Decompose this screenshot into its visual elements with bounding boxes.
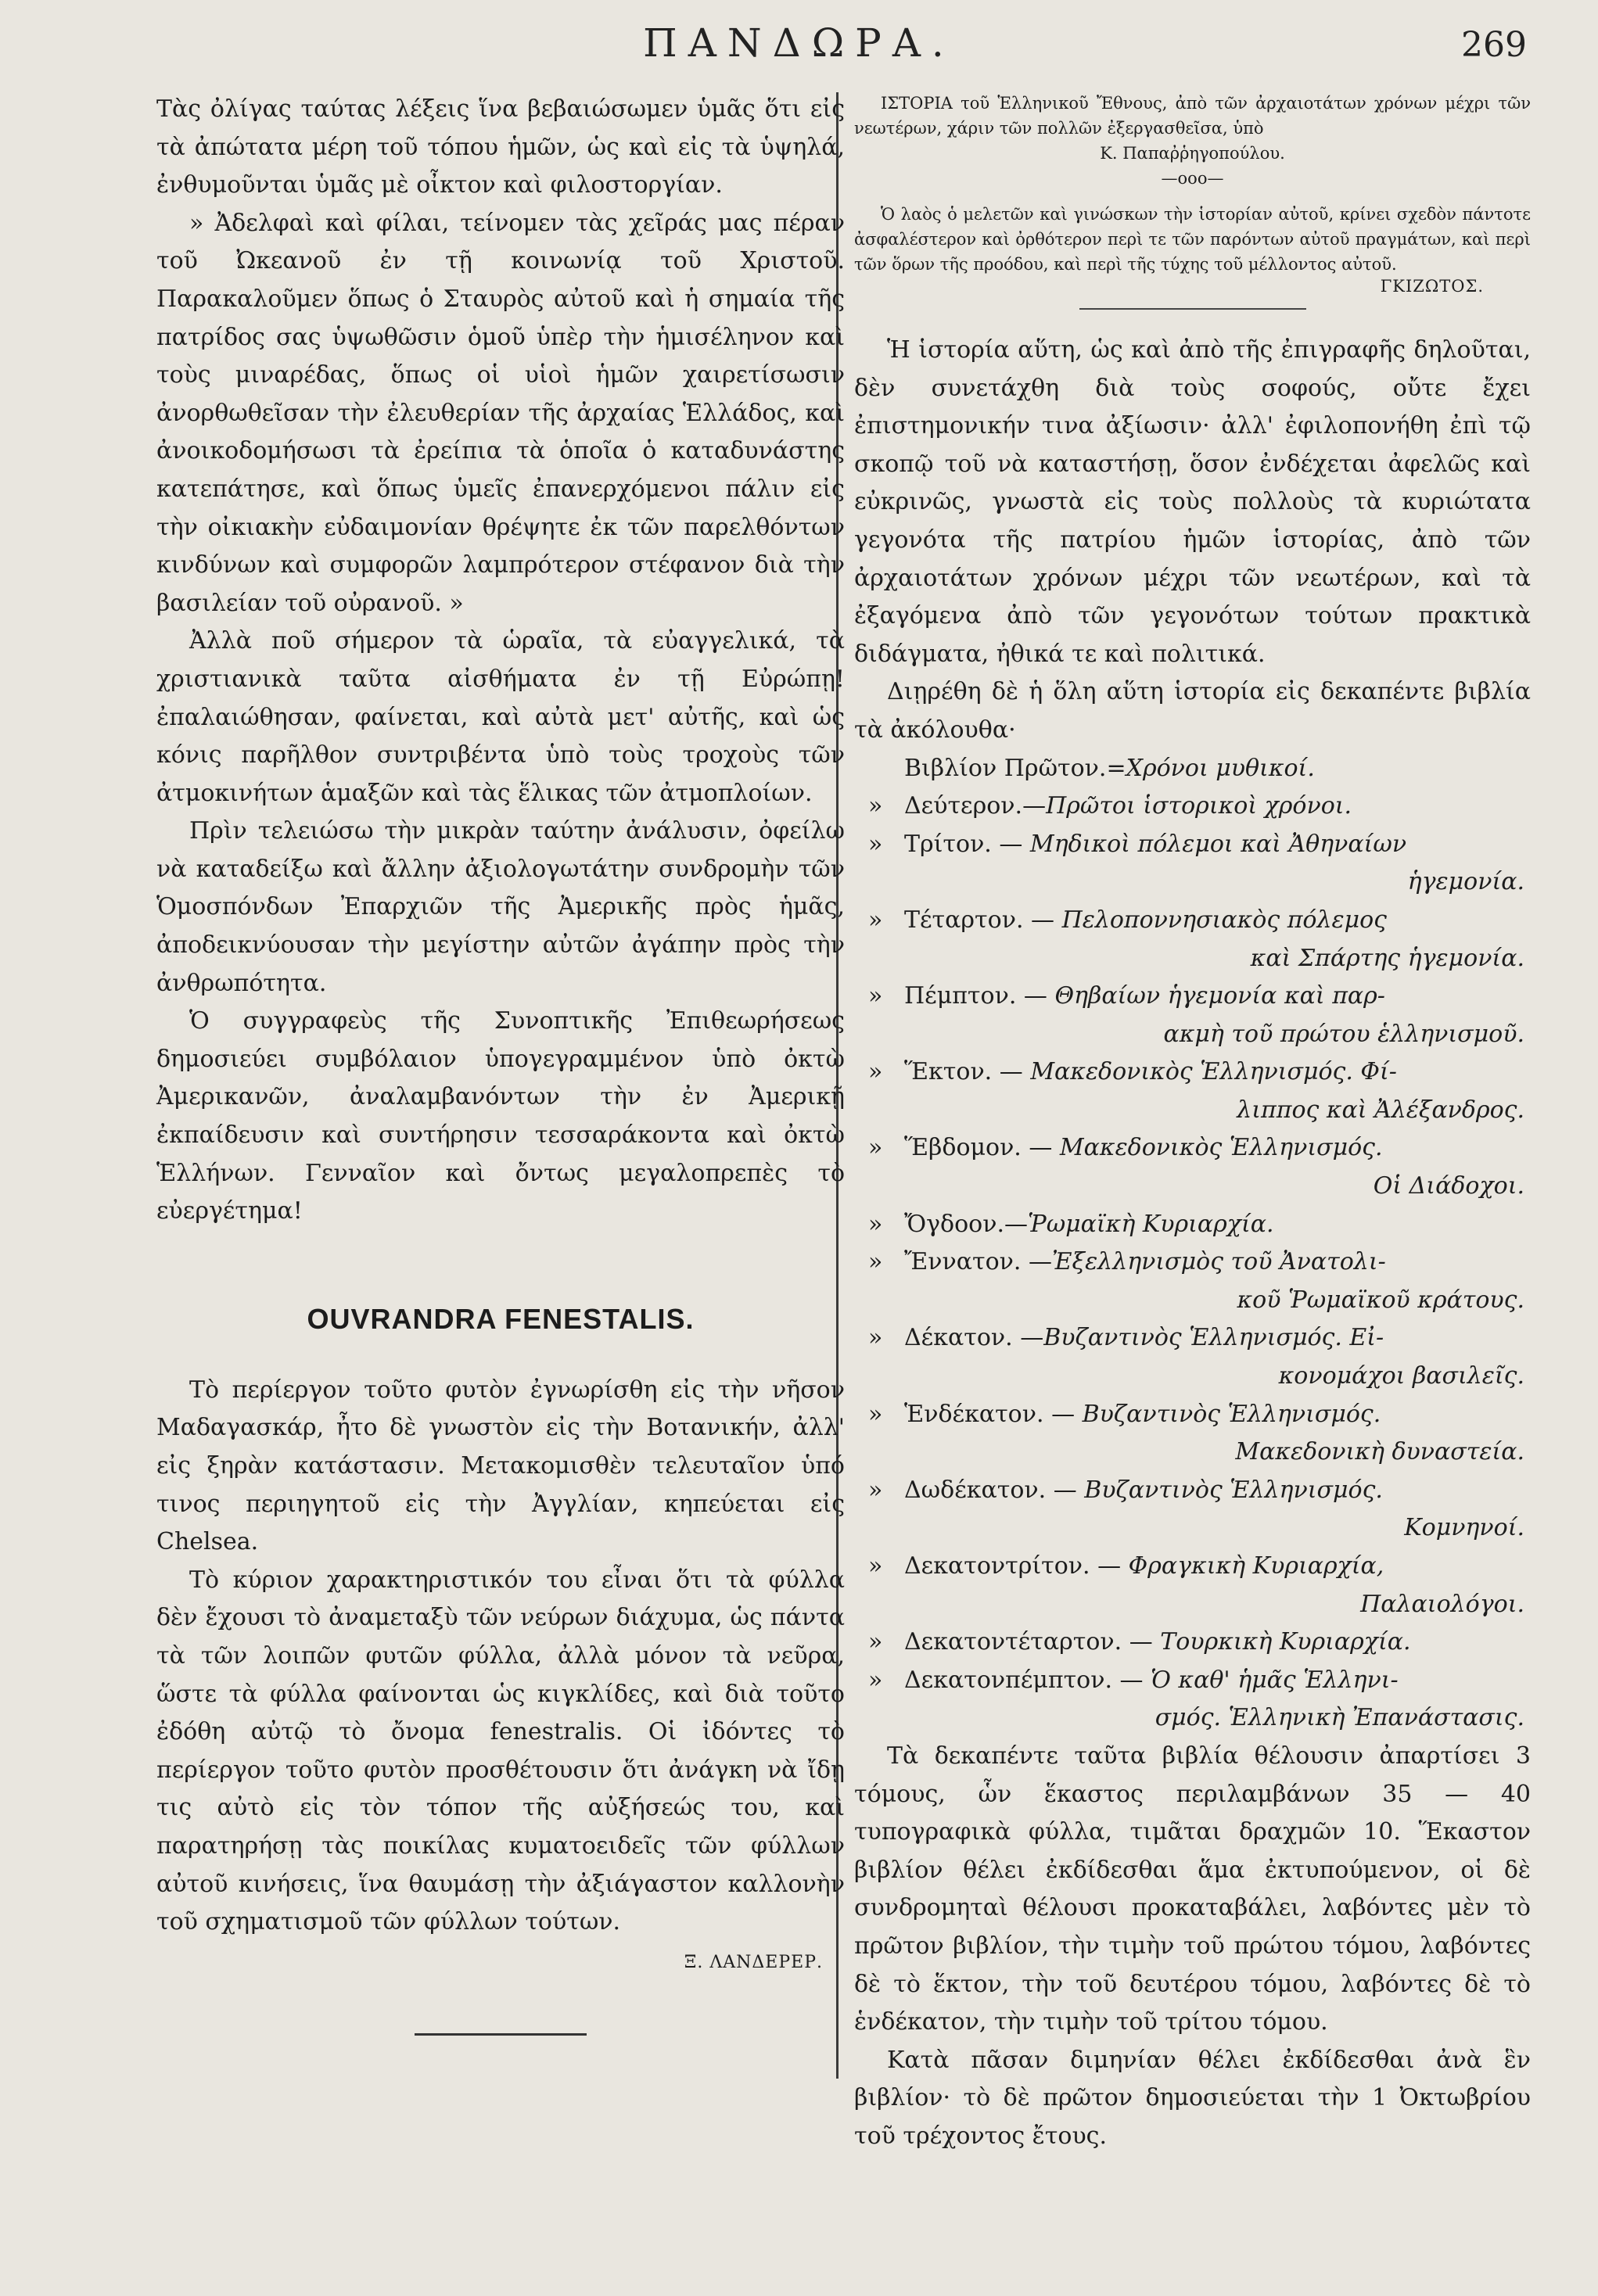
book-separator: — xyxy=(1012,1324,1044,1352)
book-title: Βυζαντινὸς Ἑλληνισμός. xyxy=(1082,1400,1381,1428)
book-title: Χρόνοι μυθικοί. xyxy=(1126,754,1315,782)
book-title: Πελοποννησιακὸς πόλεμος xyxy=(1061,906,1387,934)
article-signature: Ξ. ΛΑΝΔΕΡΕΡ. xyxy=(684,1952,823,1972)
book-bullet: » xyxy=(868,1628,883,1656)
left-paragraph-6: Τὸ περίεργον τοῦτο φυτὸν ἐγνωρίσθη εἰς τὴν νῆσον Μαδαγασκάρ, ἦτο δὲ γνωστὸν εἰς τὴν Βοτανικήν, ἀλλ' εἰς ξηρὰν κατάστασιν. Μετακομισθὲν τελευταῖον ὑπό τινος περιηγητοῦ εἰς τὴν Ἀγγλίαν, κηπεύεται εἰς Chelsea. xyxy=(156,1376,845,1556)
book-separator: = xyxy=(1106,754,1126,782)
book-bullet: » xyxy=(868,1248,883,1276)
left-paragraph-3: Ἀλλὰ ποῦ σήμερον τὰ ὡραῖα, τὰ εὐαγγελικά, τὰ χριστιανικὰ ταῦτα αἰσθήματα ἐν τῇ Εὐρώπῃ! ἐπαλαιώθησαν, φαίνεται, καὶ αὐτὰ μετ' αὐτῆς, καὶ ὡς κόνις παρῆλθον συντριβέντα ὑπὸ τοὺς τροχοὺς τῶν ἀτμοκινήτων ἁμαξῶν καὶ τὰς ἕλικας τῶν ἀτμοπλοίων. xyxy=(156,627,845,807)
book-title-continuation: ἡγεμονία. xyxy=(1407,868,1524,896)
book-name: Βιβλίον Πρῶτον. xyxy=(904,754,1107,782)
book-name: Πέμπτον. xyxy=(904,982,1017,1010)
book-list-item xyxy=(854,978,1531,1016)
book-bullet: » xyxy=(868,906,883,934)
book-list xyxy=(854,750,1531,1738)
book-list-item xyxy=(854,1319,1531,1358)
book-title: Πρῶτοι ἱστορικοὶ χρόνοι. xyxy=(1046,792,1352,820)
left-paragraph-5: Ὁ συγγραφεὺς τῆς Συνοπτικῆς Ἐπιθεωρήσεως δημοσιεύει συμβόλαιον ὑπογεγραμμένον ὑπὸ ὀκτὼ Ἀμερικανῶν, ἀναλαμβανόντων τὴν ἐν Ἀμερικῇ ἐκπαίδευσιν καὶ συντήρησιν τεσσαράκοντα καὶ ὀκτὼ Ἑλλήνων. Γενναῖον καὶ ὄντως μεγαλοπρεπὲς τὸ εὐεργέτημα! xyxy=(156,1007,845,1225)
book-name: Τέταρτον. xyxy=(904,906,1024,934)
book-title-continuation: Οἱ Διάδοχοι. xyxy=(1373,1172,1524,1200)
left-column xyxy=(156,91,845,2036)
book-list-item xyxy=(854,1206,1531,1244)
book-separator: — xyxy=(991,830,1030,858)
book-separator: — xyxy=(1122,1628,1161,1656)
book-name: Δεκατοντέταρτον. xyxy=(904,1628,1122,1656)
book-bullet: » xyxy=(868,830,883,858)
book-separator: — xyxy=(1021,1248,1052,1276)
book-list-item xyxy=(854,787,1531,826)
book-bullet: » xyxy=(868,1666,883,1694)
book-list-item xyxy=(854,750,1531,788)
book-title: Φραγκικὴ Κυριαρχία, xyxy=(1128,1552,1384,1580)
book-name: Ἔννατον. xyxy=(904,1248,1022,1276)
book-title: Μακεδονικὸς Ἑλληνισμός. Φί- xyxy=(1030,1058,1397,1086)
book-title: Ἐξελληνισμὸς τοῦ Ἀνατολι- xyxy=(1051,1248,1386,1276)
book-list-item xyxy=(854,1053,1531,1092)
right-paragraph-2: Διῃρέθη δὲ ἡ ὅλη αὕτη ἱστορία εἰς δεκαπέντε βιβλία τὰ ἀκόλουθα· xyxy=(854,678,1531,744)
book-name: Ἑνδέκατον. xyxy=(904,1400,1044,1428)
book-name: Δεκατονπέμπτον. xyxy=(904,1666,1113,1694)
book-list-item xyxy=(854,826,1531,864)
book-list-item xyxy=(854,1662,1531,1700)
book-title: Βυζαντινὸς Ἑλληνισμός. xyxy=(1084,1476,1383,1504)
page-header-title: ΠΑΝΔΩΡΑ. xyxy=(643,20,955,66)
book-title: Τουρκικὴ Κυριαρχία. xyxy=(1160,1628,1411,1656)
book-separator: — xyxy=(992,1058,1031,1086)
left-paragraph-2: » Ἀδελφαὶ καὶ φίλαι, τείνομεν τὰς χεῖράς μας πέραν τοῦ Ὠκεανοῦ ἐν τῇ κοινωνίᾳ τοῦ Χριστοῦ. Παρακαλοῦμεν ὅπως ὁ Σταυρὸς αὐτοῦ καὶ ἡ σημαία τῆς πατρίδος σας ὑψωθῶσιν ὁμοῦ ὑπὲρ τὴν ἡμισέληνον καὶ τοὺς μιναρέδας, ὅπως οἱ υἱοὶ ἡμῶν χαιρετίσωσιν ἀνορθωθεῖσαν τὴν ἐλευθερίαν τῆς ἀρχαίας Ἑλλάδος, καὶ ἀνοικοδομήσωσι τὰ ἐρείπια τὰ ὁποῖα ὁ καταδυνάστης κατεπάτησε, καὶ ὅπως ὑμεῖς ἐπανερχόμενοι πάλιν εἰς τὴν οἰκιακὴν εὐδαιμονίαν θρέψητε ἐκ τῶν παρελθόντων κινδύνων καὶ συμφορῶν λαμπρότερον στέφανον διὰ τὴν βασιλείαν τοῦ οὐρανοῦ. » xyxy=(156,209,845,617)
book-title-continuation: σμός. Ἑλληνικὴ Ἐπανάστασις. xyxy=(1155,1704,1524,1732)
right-column xyxy=(854,91,1531,2156)
book-bullet: » xyxy=(868,1552,883,1580)
book-list-item xyxy=(854,902,1531,940)
book-bullet: » xyxy=(868,1476,883,1504)
book-announcement-intro: ΙΣΤΟΡΙΑ τοῦ Ἑλληνικοῦ Ἔθνους, ἀπὸ τῶν ἀρχαιοτάτων χρόνων μέχρι τῶν νεωτέρων, χάριν τῶν πολλῶν ἐξεργασθεῖσα, ὑπὸ xyxy=(854,94,1531,138)
book-title: Μηδικοὶ πόλεμοι καὶ Ἀθηναίων xyxy=(1029,830,1407,858)
book-separator: — xyxy=(1112,1666,1151,1694)
book-name: Δεκατοντρίτον. xyxy=(904,1552,1090,1580)
book-name: Τρίτον. xyxy=(904,830,992,858)
book-separator: — xyxy=(1090,1552,1129,1580)
book-title-continuation: Μακεδονικὴ δυναστεία. xyxy=(1235,1438,1524,1466)
epigraph-author xyxy=(881,277,1531,296)
book-separator: — xyxy=(1004,1210,1028,1238)
book-title: Βυζαντινὸς Ἑλληνισμός. Εἰ- xyxy=(1043,1324,1384,1352)
book-name: Ἕβδομον. xyxy=(904,1134,1022,1162)
page-number: 269 xyxy=(1461,25,1527,65)
section-title: OUVRANDRA FENESTALIS. xyxy=(307,1302,695,1335)
book-bullet: » xyxy=(868,792,883,820)
book-list-item xyxy=(854,1129,1531,1168)
book-list-item xyxy=(854,1243,1531,1282)
book-title-continuation: ακμὴ τοῦ πρώτου ἑλληνισμοῦ. xyxy=(1163,1020,1524,1048)
left-paragraph-4: Πρὶν τελειώσω τὴν μικρὰν ταύτην ἀνάλυσιν, ὀφείλω νὰ καταδείξω καὶ ἄλλην ἀξιολογωτάτην συνδρομὴν τῶν Ὁμοσπόνδων Ἐπαρχιῶν τῆς Ἀμερικῆς πρὸς ἡμᾶς, ἀποδεικνύουσαν τὴν μεγίστην αὐτῶν ἀγάπην πρὸς τὴν ἀνθρωπότητα. xyxy=(156,817,845,997)
book-separator: — xyxy=(1046,1476,1085,1504)
left-paragraph-7: Τὸ κύριον χαρακτηριστικόν του εἶναι ὅτι τὰ φύλλα δὲν ἔχουσι τὸ ἀναμεταξὺ τῶν νεύρων διάχυμα, ὡς πάντα τὰ τῶν λοιπῶν φυτῶν φύλλα, ἀλλὰ μόνον τὰ νεῦρα, ὥστε τὰ φύλλα φαίνονται ὡς κιγκλίδες, καὶ διὰ τοῦτο ἐδόθη αὐτῷ τὸ ὄνομα fenestralis. Οἱ ἰδόντες τὸ περίεργον τοῦτο φυτὸν προσθέτουσιν ὅτι ἀνάγκη νὰ ἴδῃ τις αὐτὸ εἰς τὸν τόπον τῆς αὐξήσεώς του, καὶ παρατηρήσῃ τὰς ποικίλας κυματοειδεῖς τῶν φύλλων αὐτοῦ κινήσεις, ἵνα θαυμάσῃ τὴν ἀξιάγαστον καλλονὴν τοῦ σχηματισμοῦ τῶν φύλλων τούτων. xyxy=(156,1566,845,1936)
book-bullet: » xyxy=(868,1210,883,1238)
book-separator: — xyxy=(1043,1400,1083,1428)
book-separator: — xyxy=(1023,906,1062,934)
book-title: Θηβαίων ἡγεμονία καὶ παρ- xyxy=(1054,982,1385,1010)
book-name: Δωδέκατον. xyxy=(904,1476,1047,1504)
book-title-continuation: κονομάχοι βασιλεῖς. xyxy=(1278,1362,1524,1390)
book-list-item xyxy=(854,1548,1531,1586)
book-bullet: » xyxy=(868,1324,883,1352)
book-bullet: » xyxy=(868,1058,883,1086)
book-title-continuation: Κομνηνοί. xyxy=(1404,1514,1524,1542)
left-paragraph-1: Τὰς ὀλίγας ταύτας λέξεις ἵνα βεβαιώσωμεν ὑμᾶς ὅτι εἰς τὰ ἀπώτατα μέρη τοῦ τόπου ἡμῶν, ὡς καὶ εἰς τὰ ὑψηλά, ἐνθυμοῦνται ὑμᾶς μὲ οἶκτον καὶ φιλοστοργίαν. xyxy=(156,95,845,199)
epigraph-author-text: ΓΚΙΖΩΤΟΣ. xyxy=(1380,277,1484,296)
book-bullet: » xyxy=(868,1400,883,1428)
book-list-item xyxy=(854,1396,1531,1434)
end-rule xyxy=(415,2033,587,2036)
book-separator: — xyxy=(1016,982,1055,1010)
book-author: Κ. Παπαῤῥηγοπούλου. xyxy=(1100,144,1285,163)
book-name: Δεύτερον. xyxy=(904,792,1023,820)
book-separator: — xyxy=(1022,792,1047,820)
book-name: Δέκατον. xyxy=(904,1324,1013,1352)
book-title-continuation: Παλαιολόγοι. xyxy=(1360,1590,1524,1618)
epigraph-quote: Ὁ λαὸς ὁ μελετῶν καὶ γινώσκων τὴν ἱστορίαν αὐτοῦ, κρίνει σχεδὸν πάντοτε ἀσφαλέστερον καὶ ὀρθότερον περὶ τε τῶν παρόντων αὐτοῦ πραγμάτων, καὶ περὶ τῶν ὅρων τῆς προόδου, καὶ περὶ τῆς τύχης τοῦ μέλλοντος αὐτοῦ. xyxy=(854,205,1531,274)
epigraph-rule xyxy=(1079,308,1306,310)
book-separator: — xyxy=(1021,1134,1060,1162)
ornament-separator: —οοο— xyxy=(1161,169,1224,188)
book-bullet: » xyxy=(868,982,883,1010)
right-paragraph-1: Ἡ ἱστορία αὕτη, ὡς καὶ ἀπὸ τῆς ἐπιγραφῆς δηλοῦται, δὲν συνετάχθη διὰ τοὺς σοφούς, οὔτε ἔχει ἐπιστημονικήν τινα ἀξίωσιν· ἀλλ' ἐφιλοπονήθη ἐπὶ τῷ σκοπῷ τοῦ νὰ καταστήσῃ, ὅσον ἐνδέχεται ἀφελῶς καὶ εὐκρινῶς, γνωστὰ εἰς τοὺς πολλοὺς τὰ κυριώτατα γεγονότα τῆς πατρίου ἡμῶν ἱστορίας, ἀπὸ τῶν ἀρχαιοτάτων χρόνων μέχρι τῶν νεωτέρων, καὶ τὰ ἐξαγόμενα ἀπὸ τῶν γεγονότων τούτων πρακτικὰ διδάγματα, ἠθικά τε καὶ πολιτικά. xyxy=(854,336,1531,668)
book-title: Μακεδονικὸς Ἑλληνισμός. xyxy=(1059,1134,1383,1162)
book-title-continuation: καὶ Σπάρτης ἡγεμονία. xyxy=(1250,944,1524,972)
right-paragraph-4: Κατὰ πᾶσαν διμηνίαν θέλει ἐκδίδεσθαι ἀνὰ ἓν βιβλίον· τὸ δὲ πρῶτον δημοσιεύεται τὴν 1 Ὀκτωβρίου τοῦ τρέχοντος ἔτους. xyxy=(854,2046,1531,2150)
book-list-item xyxy=(854,1472,1531,1510)
book-title-continuation: λιππος καὶ Ἀλέξανδρος. xyxy=(1237,1096,1524,1124)
book-name: Ἕκτον. xyxy=(904,1058,993,1086)
right-paragraph-3: Τὰ δεκαπέντε ταῦτα βιβλία θέλουσιν ἀπαρτίσει 3 τόμους, ὧν ἕκαστος περιλαμβάνων 35 — 40 τυπογραφικὰ φύλλα, τιμᾶται δραχμῶν 10. Ἕκαστον βιβλίον θέλει ἐκδίδεσθαι ἅμα ἐκτυπούμενον, οἱ δὲ συνδρομηταὶ θέλουσι προκαταβάλει, λαβόντες μὲν τὸ πρῶτον βιβλίον, τὴν τιμὴν τοῦ πρώτου τόμου, λαβόντες δὲ τὸ ἕκτον, τὴν τοῦ δευτέρου τόμου, λαβόντες δὲ τὸ ἑνδέκατον, τὴν τιμὴν τοῦ τρίτου τόμου. xyxy=(854,1742,1531,2036)
book-name: Ὄγδοον. xyxy=(904,1210,1004,1238)
book-list-item xyxy=(854,1623,1531,1662)
book-bullet: » xyxy=(868,1134,883,1162)
book-title: Ῥωμαϊκὴ Κυριαρχία. xyxy=(1028,1210,1274,1238)
book-title: Ὁ καθ' ἡμᾶς Ἑλληνι- xyxy=(1151,1666,1399,1694)
book-title-continuation: κοῦ Ῥωμαϊκοῦ κράτους. xyxy=(1237,1286,1524,1314)
